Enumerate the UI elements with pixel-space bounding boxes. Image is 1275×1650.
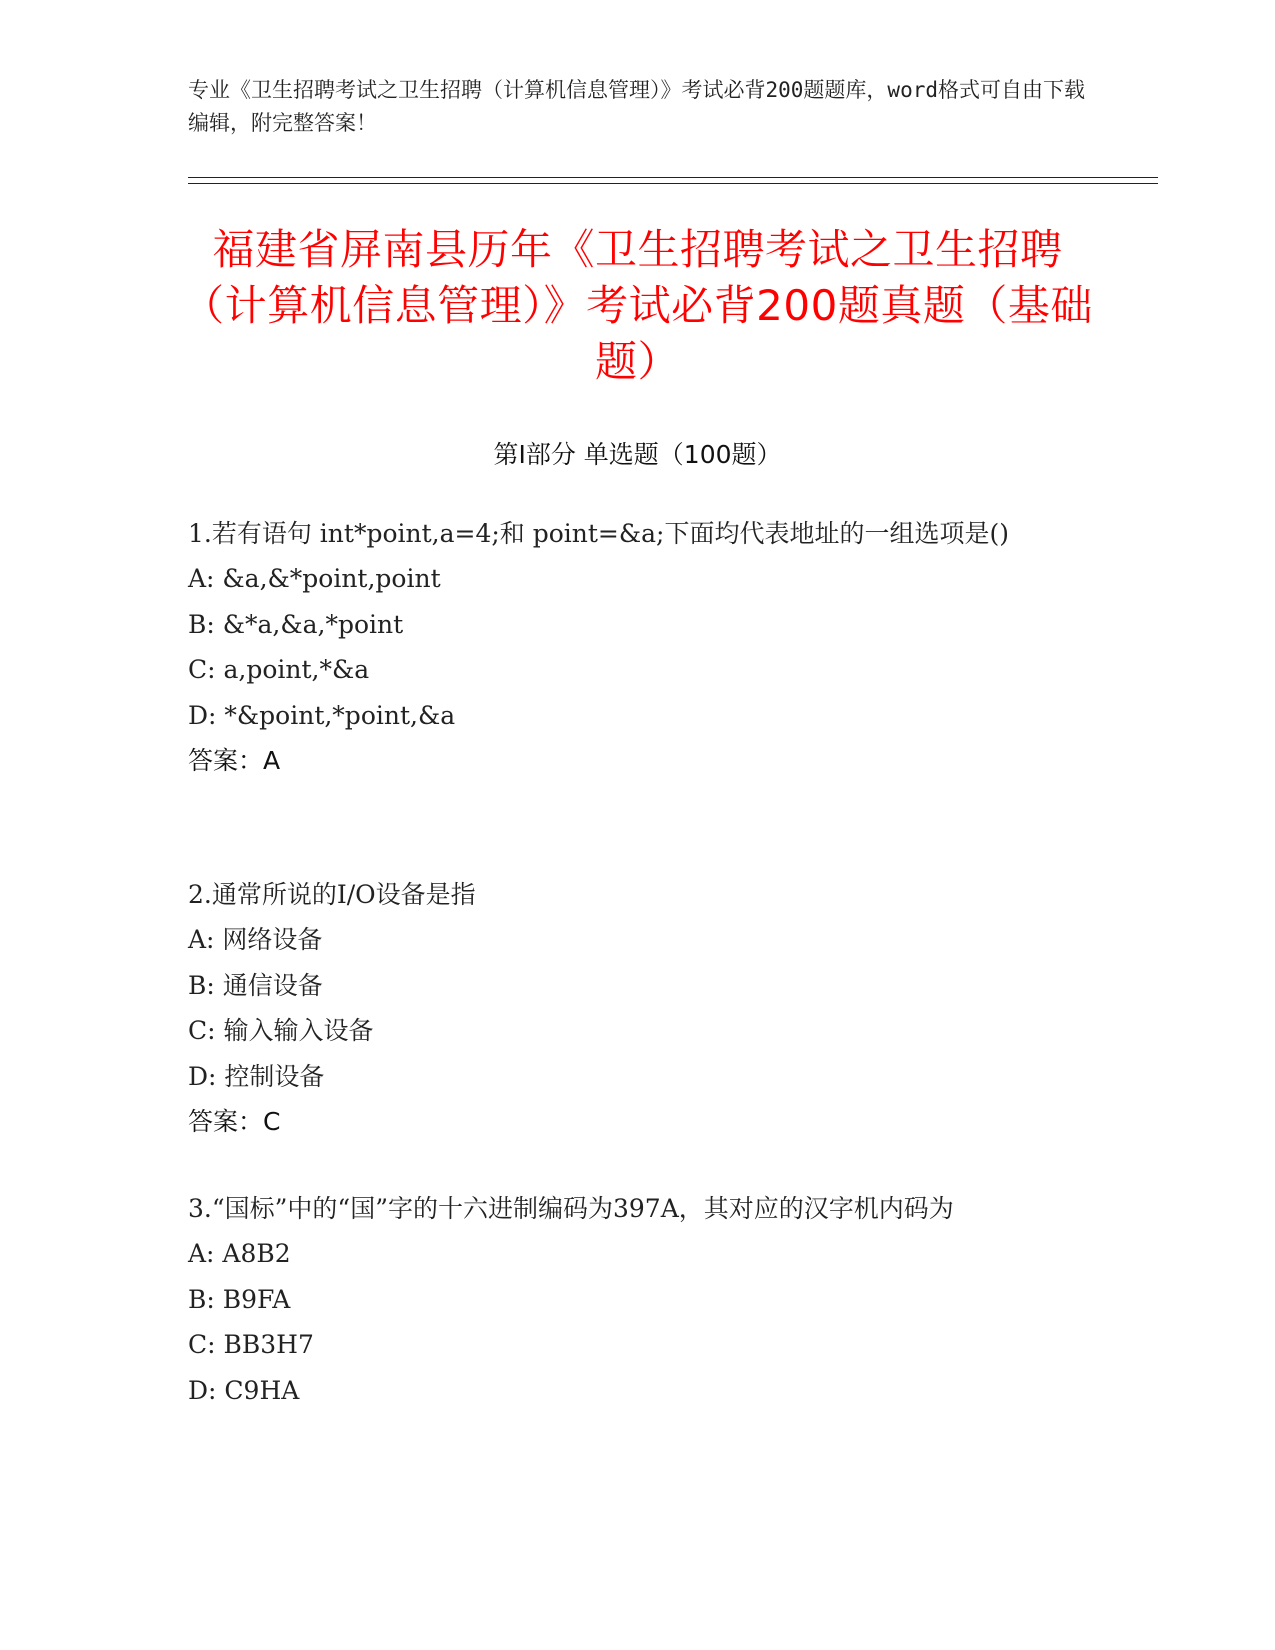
question-3	[188, 1186, 1088, 1413]
option-b: B: 通信设备	[188, 970, 323, 1000]
question-2	[188, 872, 1088, 1144]
header-divider-bottom	[188, 183, 1158, 184]
header-divider-top	[188, 177, 1158, 178]
header-note: 专业《卫生招聘考试之卫生招聘（计算机信息管理）》考试必背200题题库，word格式可自由下载编辑，附完整答案！	[188, 78, 1085, 135]
document-title: 福建省屏南县历年《卫生招聘考试之卫生招聘（计算机信息管理）》考试必背200题真题（基础题）	[182, 225, 1093, 386]
answer-line: 答案：A	[188, 746, 281, 775]
question-1	[188, 511, 1088, 783]
option-c: C: 输入输入设备	[188, 1016, 374, 1045]
option-d: D: C9HA	[188, 1375, 300, 1405]
option-a: A: A8B2	[188, 1239, 291, 1268]
option-d: D: *&point,*point,&a	[188, 700, 456, 730]
option-c: C: BB3H7	[188, 1330, 314, 1359]
question-stem: 1.若有语句 int*point,a=4;和 point=&a;下面均代表地址的一组选项是()	[188, 519, 1009, 548]
answer-line: 答案：C	[188, 1107, 281, 1136]
option-d: D: 控制设备	[188, 1061, 325, 1091]
question-stem: 2.通常所说的I/O设备是指	[188, 880, 476, 909]
section-heading: 第I部分 单选题（100题）	[493, 440, 782, 469]
option-b: B: B9FA	[188, 1284, 291, 1314]
option-b: B: &*a,&a,*point	[188, 609, 404, 639]
option-a: A: &a,&*point,point	[188, 564, 441, 593]
option-a: A: 网络设备	[188, 925, 323, 954]
option-c: C: a,point,*&a	[188, 655, 370, 684]
question-stem: 3.“国标”中的“国”字的十六进制编码为397A，其对应的汉字机内码为	[188, 1194, 954, 1223]
